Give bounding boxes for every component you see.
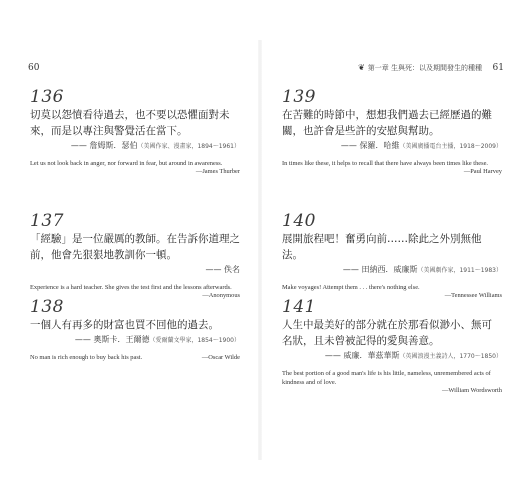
attribution-note: （美國作家、漫畫家，1894～1961） [137, 143, 240, 150]
quote-attribution-chinese [282, 140, 502, 151]
quote-attribution-english: —Paul Harvey [463, 168, 502, 175]
quote-english: No man is rich enough to buy back his past. [30, 354, 143, 361]
quote-english: Make voyages! Attempt them . . . there's nothing else. [282, 284, 420, 291]
quote-chinese: 人生中最美好的部分就在於那看似渺小、無可名狀，且未曾被記得的愛與善意。 [282, 319, 492, 347]
quote-english: The best portion of a good man's life is his little, nameless, unremembered acts of kindness and of love. [282, 370, 491, 386]
attribution-name: —— 田納西．威廉斯 [342, 265, 418, 274]
english-row [30, 353, 240, 362]
attribution-note: （美國劇作家，1911～1983） [417, 267, 502, 274]
quote-number: 139 [282, 87, 316, 107]
quote-chinese: 切莫以怨憤看待過去，也不要以恐懼面對未來，而是以專注與警覺活在當下。 [30, 109, 230, 137]
quote-attribution-english: —Tennessee Williams [444, 292, 502, 299]
attribution-name: —— 威廉．華茲華斯 [324, 351, 400, 360]
quote-chinese: 「經驗」是一位嚴厲的教師。在告訴你道理之前，他會先狠狠地教訓你一頓。 [30, 233, 240, 261]
attribution-note: （美國廣播電台主播，1918～2009） [399, 143, 502, 150]
page-number: 61 [492, 63, 504, 73]
quote-attribution-chinese [282, 350, 502, 361]
quote-number: 136 [30, 87, 64, 107]
quote-number: 140 [282, 211, 316, 231]
running-head-text: 第一章 生與死：以及期間發生的種種 [367, 64, 482, 72]
quote-entry [30, 212, 240, 299]
running-head [358, 63, 482, 73]
attribution-note: （英國浪漫主義詩人，1770～1850） [399, 353, 502, 360]
quote-attribution-english: —Anonymous [202, 292, 240, 299]
quote-attribution-english: —Oscar Wilde [201, 354, 240, 361]
right-page [260, 0, 520, 500]
quote-entry [30, 298, 240, 362]
quote-number: 138 [30, 297, 64, 317]
quote-attribution-chinese [30, 140, 240, 151]
quote-entry [282, 298, 502, 394]
quote-attribution-chinese [30, 264, 240, 275]
attribution-name: —— 奧斯卡．王爾德 [74, 335, 150, 344]
quote-attribution-english: —James Thurber [195, 168, 240, 175]
quote-attribution-chinese [30, 334, 240, 345]
page-number: 60 [28, 63, 40, 73]
quote-entry [30, 88, 240, 175]
quote-chinese: 在苦難的時節中，想想我們過去已經歷過的難關，也許會是些許的安慰與幫助。 [282, 109, 492, 137]
attribution-name: —— 佚名 [205, 265, 240, 274]
quote-attribution-english: —William Wordsworth [442, 387, 502, 394]
quote-number: 137 [30, 211, 64, 231]
quote-english: In times like these, it helps to recall that there have always been times like these. [282, 160, 489, 167]
quote-entry [282, 88, 502, 175]
quote-chinese: 一個人有再多的財富也買不回他的過去。 [30, 319, 219, 331]
attribution-name: —— 詹姆斯．瑟伯 [70, 141, 138, 150]
quote-chinese: 展開旅程吧！奮勇向前……除此之外別無他法。 [282, 233, 482, 261]
attribution-name: —— 保羅．哈維 [340, 141, 400, 150]
attribution-note: （愛爾蘭文學家，1854～1900） [149, 337, 240, 344]
quote-attribution-chinese [282, 264, 502, 275]
quote-entry [282, 212, 502, 299]
leaf-icon: ❦ [358, 63, 365, 72]
quote-english: Experience is a hard teacher. She gives the test first and the lessons afterwards. [30, 284, 232, 291]
quote-english: Let us not look back in anger, nor forward in fear, but around in awareness. [30, 160, 223, 167]
quote-number: 141 [282, 297, 316, 317]
